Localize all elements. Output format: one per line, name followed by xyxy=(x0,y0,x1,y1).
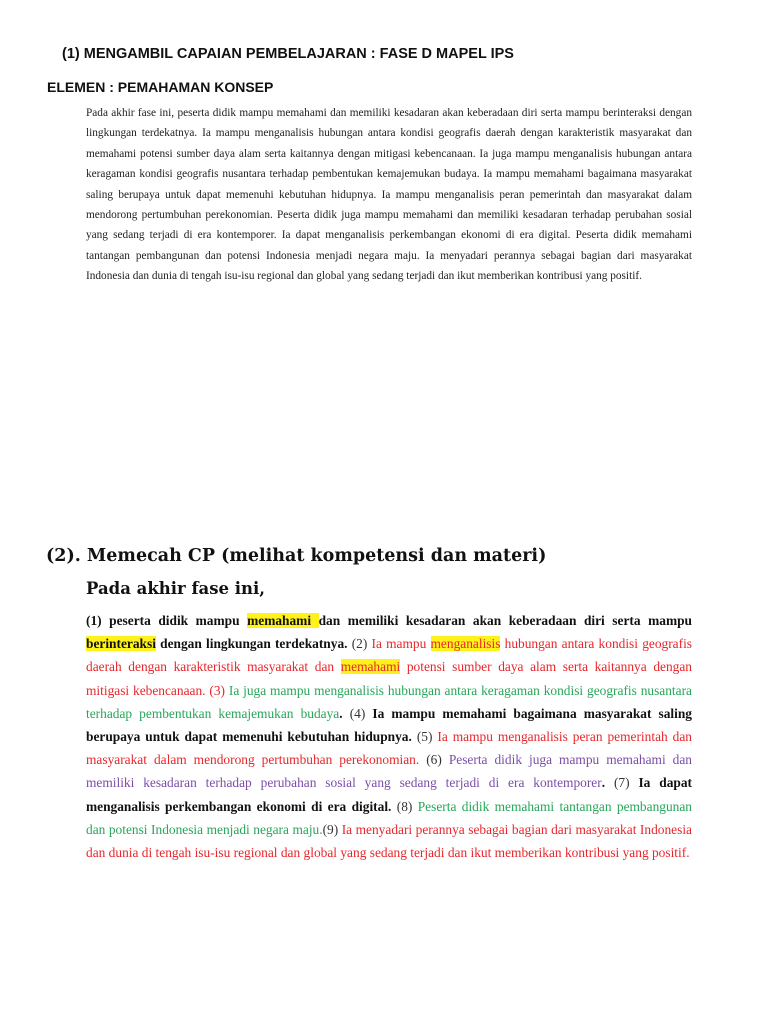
point-2-highlight-memahami: memahami xyxy=(340,659,401,675)
point-2-text: Ia mampu xyxy=(371,636,431,652)
point-2-highlight-menganalisis: menganalisis xyxy=(430,636,501,652)
point-1-highlight-memahami: memahami xyxy=(247,613,319,628)
point-9-number: (9) xyxy=(322,821,339,837)
section2-heading: (2). Memecah CP (melihat kompetensi dan materi) xyxy=(46,546,547,566)
point-5-number: (5) xyxy=(411,729,438,745)
section2-subheading: Pada akhir fase ini, xyxy=(86,579,266,598)
point-8-number: (8) xyxy=(391,798,418,814)
point-2-number: (2) xyxy=(347,636,372,652)
point-3-text: Ia juga mampu menganalisis hubungan antara keragaman kondisi geografis nusantara terhadap pembentukan kemajemukan budaya xyxy=(86,682,693,721)
point-3-number: (3) xyxy=(205,682,229,698)
point-7-number: (7) xyxy=(605,775,639,791)
point-6-end: . xyxy=(601,775,606,791)
point-7-end: . xyxy=(388,798,392,814)
element-heading: ELEMEN : PEMAHAMAN KONSEP xyxy=(47,79,274,95)
point-1-text: dengan lingkungan terdekatnya. xyxy=(155,636,348,652)
point-3-end: . xyxy=(339,705,343,721)
point-6-text: Peserta didik juga mampu memahami dan memiliki kesadaran terhadap perubahan sosial yang sedang terjadi di era kontemporer xyxy=(86,752,693,791)
point-7-text: Ia dapat menganalisis perkembangan ekonomi di era digital xyxy=(86,775,692,814)
point-1-text: dan memiliki kesadaran akan keberadaan diri serta mampu xyxy=(318,613,692,628)
point-1-number: (1) xyxy=(86,613,102,628)
point-2-text: hubungan antara kondisi geografis daerah dengan karakteristik masyarakat dan xyxy=(86,636,693,675)
point-6-number: (6) xyxy=(419,752,449,768)
point-9-text: Ia menyadari perannya sebagai bagian dari masyarakat Indonesia dan dunia di tengah isu-isu regional dan global yang sedang terjadi dan ikut memberikan kontribusi yang positif. xyxy=(86,821,692,861)
point-4-number: (4) xyxy=(342,705,373,721)
cp-breakdown-paragraph xyxy=(86,609,692,864)
point-1-highlight-berinteraksi: berinteraksi xyxy=(86,636,156,652)
point-8-text: Peserta didik memahami tantangan pembangunan dan potensi Indonesia menjadi negara maju. xyxy=(86,798,692,837)
cp-paragraph: Pada akhir fase ini, peserta didik mampu memahami dan memiliki kesadaran akan keberadaan diri serta mampu berinteraksi dengan lingkungan terdekatnya. Ia mampu menganalisis hubungan antara kondisi geografis daerah dengan karakteristik masyarakat dan memahami potensi sumber daya alam serta kaitannya dengan mitigasi kebencanaan. Ia juga mampu menganalisis hubungan antara keragaman kondisi geografis nusantara terhadap pembentukan kemajemukan budaya. Ia mampu memahami bagaimana masyarakat saling berupaya untuk dapat memenuhi kebutuhan hidupnya. Ia mampu menganalisis peran pemerintah dan masyarakat dalam mendorong pertumbuhan perekonomian. Peserta didik juga mampu memahami dan memiliki kesadaran terhadap perubahan sosial yang sedang terjadi di era kontemporer. Ia dapat menganalisis perkembangan ekonomi di era digital. Peserta didik memahami tantangan pembangunan dan potensi Indonesia menjadi negara maju. Ia menyadari perannya sebagai bagian dari masyarakat Indonesia dan dunia di tengah isu-isu regional dan global yang sedang terjadi dan ikut memberikan kontribusi yang positif. xyxy=(86,107,692,283)
point-4-text: Ia mampu memahami bagaimana masyarakat saling berupaya untuk dapat memenuhi kebutuhan hidupnya. xyxy=(86,705,692,745)
point-1-text: peserta didik mampu xyxy=(101,613,248,628)
point-5-text: Ia mampu menganalisis peran pemerintah dan masyarakat dalam mendorong pertumbuhan perekonomian. xyxy=(86,729,693,768)
section1-heading: (1) MENGAMBIL CAPAIAN PEMBELAJARAN : FASE D MAPEL IPS xyxy=(62,46,514,62)
point-2-text: potensi sumber daya alam serta kaitannya dengan mitigasi kebencanaan. xyxy=(86,659,692,698)
